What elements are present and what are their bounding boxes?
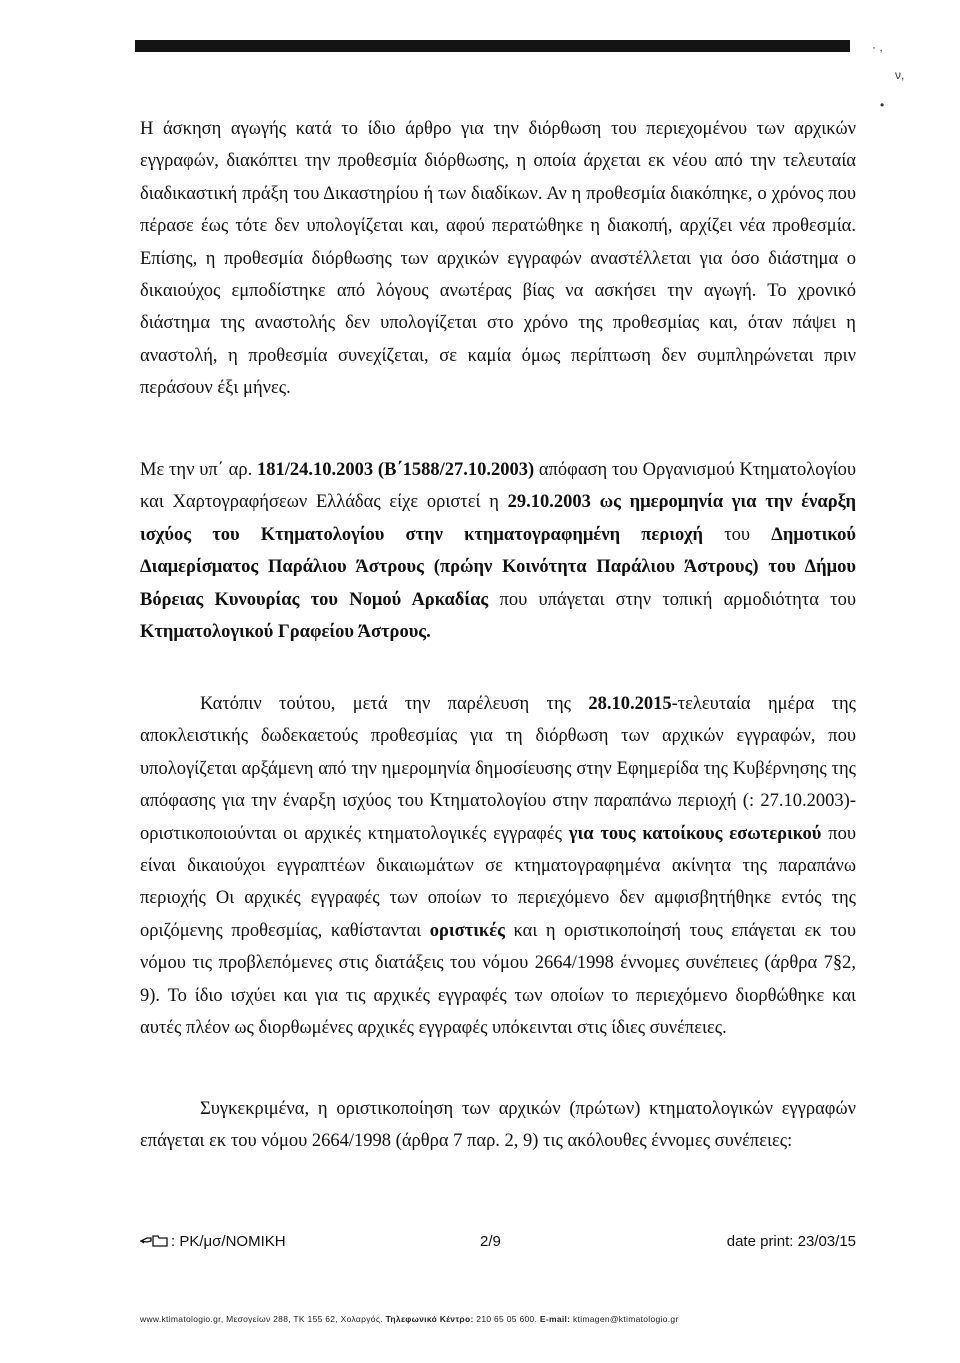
- page-footer: [140, 1233, 856, 1257]
- contact-label: E-mail:: [539, 1314, 571, 1324]
- pointing-hand-folder-icon: [140, 1233, 168, 1251]
- text-span: Με την υπ΄ αρ.: [140, 460, 257, 480]
- paragraph-text: [140, 454, 856, 648]
- text-span: και η οριστικοποίησή τους επάγεται εκ του νόμου τις προβλεπόμενες στις διατάξεις του νόμου 2664/1998 έννομες συνέπειες (άρθρα 7§2, 9). Το ίδιο ισχύει και για τις αρχικές εγγραφές των οποίων το περιεχόμενο διορθώθηκε και αυτές πλέον ως διορθωμένες αρχικές εγγραφές υπόκεινται στις ίδιες συνέπειες.: [140, 920, 856, 1039]
- bold-text-span: 181/24.10.2003 (Β΄1588/27.10.2003): [257, 460, 535, 480]
- text-span: που υπάγεται στην τοπική αρμοδιότητα του: [488, 589, 856, 610]
- paragraph-consequences: [140, 1093, 856, 1158]
- bold-text-span: Κτηματολογικού Γραφείου Άστρους.: [140, 622, 431, 643]
- text-span: Κατόπιν τούτου, μετά την παρέλευση της: [200, 694, 589, 714]
- text-span: απόφαση του Οργανισμού Κτηματολογίου και Χαρτογραφήσεων Ελλάδας είχε οριστεί η: [140, 460, 857, 513]
- text-span: -τελευταία ημέρα της αποκλειστικής δωδεκαετούς προθεσμίας για τη διόρθωση των αρχικών εγγραφών, που υπολογίζεται αρξάμενη από την ημερομηνία δημοσίευσης στην Εφημερίδα της Κυβέρνησης της απόφασης για την έναρξη ισχύος του Κτηματολογίου στην παραπάνω περιοχή (: 27.10.2003)- οριστικοποιούνται οι αρχικές κτηματολογικές εγγραφές: [140, 694, 856, 844]
- file-reference: [140, 1233, 286, 1251]
- text-span: που είναι δικαιούχοι εγγραπτέων δικαιωμάτων σε κτηματογραφημένα ακίνητα της παραπάνω περιοχής Οι αρχικές εγγραφές των οποίων το περιεχόμενο δεν αμφισβητήθηκε εντός της οριζόμενης προθεσμίας, καθίστανται: [140, 823, 856, 941]
- contact-label: Τηλεφωνικό Κέντρο:: [385, 1314, 474, 1324]
- bold-text-span: 28.10.2015: [588, 694, 672, 714]
- file-reference-text: : ΡΚ/μσ/ΝΟΜΙΚΗ: [171, 1233, 286, 1250]
- text-span: του: [703, 524, 772, 545]
- contact-text: 210 65 05 600.: [473, 1314, 540, 1324]
- scan-artifact-mark: · ,: [872, 40, 883, 54]
- paragraph-text: [140, 688, 856, 1044]
- contact-text: ktimagen@ktimatologio.gr: [570, 1314, 679, 1324]
- bold-text-span: 29.10.2003 ως ημερομηνία για την έναρξη ισχύος του Κτηματολογίου στην κτηματογραφημένη περιοχή: [140, 492, 856, 545]
- top-black-rule: [135, 40, 850, 52]
- paragraph-cadastre-start-decision: [140, 454, 856, 648]
- page-number: 2/9: [480, 1233, 501, 1250]
- bold-text-span: για τους κατοίκους εσωτερικού: [568, 823, 822, 844]
- paragraph-finalization: [140, 688, 856, 1044]
- bold-text-span: Δημοτικού Διαμερίσματος Παράλιου Άστρους (πρώην Κοινότητα Παράλιου Άστρους) του Δήμου Βόρειας Κυνουρίας του Νομού Αρκαδίας: [140, 524, 856, 610]
- contact-text: www.ktimatologio.gr, Μεσογείων 288, ΤΚ 155 62, Χολαργός.: [140, 1314, 386, 1324]
- scan-artifact-mark: ν,: [895, 68, 905, 82]
- print-date: date print: 23/03/15: [726, 1233, 856, 1250]
- paragraph-text: Συγκεκριμένα, η οριστικοποίηση των αρχικών (πρώτων) κτηματολογικών εγγραφών επάγεται εκ του νόμου 2664/1998 (άρθρα 7 παρ. 2, 9) τις ακόλουθες έννομες συνέπειες:: [140, 1099, 856, 1152]
- paragraph-deadline-interruption: [140, 113, 856, 405]
- paragraph-text: Η άσκηση αγωγής κατά το ίδιο άρθρο για την διόρθωση του περιεχομένου των αρχικών εγγραφών, διακόπτει την προθεσμία διόρθωσης, η οποία άρχεται εκ νέου από την τελευταία διαδικαστική πράξη του Δικαστηρίου ή των διαδίκων. Αν η προθεσμία διακόπηκε, ο χρόνος που πέρασε έως τότε δεν υπολογίζεται και, αφού περατώθηκε η διακοπή, αρχίζει νέα προθεσμία. Επίσης, η προθεσμία διόρθωσης των αρχικών εγγραφών αναστέλλεται για όσο διάστημα ο δικαιούχος εμποδίστηκε από λόγους ανωτέρας βίας να ασκήσει την αγωγή. Το χρονικό διάστημα της αναστολής δεν υπολογίζεται στο χρόνο της προθεσμίας και, όταν πάψει η αναστολή, η προθεσμία συνεχίζεται, σε καμία όμως περίπτωση δεν συμπληρώνεται πριν περάσουν έξι μήνες.: [140, 119, 856, 399]
- bold-text-span: οριστικές: [429, 920, 505, 941]
- scan-artifact-mark: •: [880, 98, 885, 112]
- contact-line: [140, 1314, 900, 1324]
